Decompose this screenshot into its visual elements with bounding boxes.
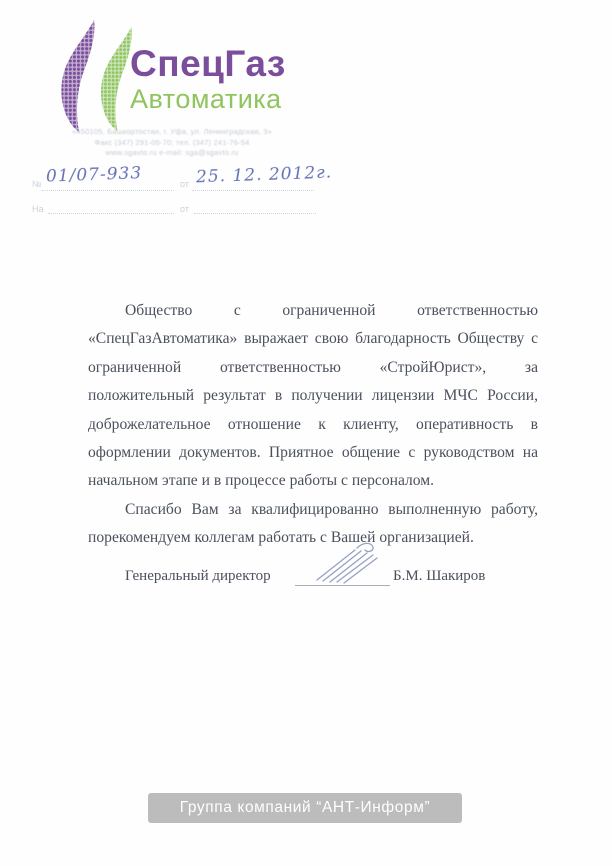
ref-date-handwritten: 25. 12. 2012г. bbox=[195, 162, 333, 188]
signer-title: Генеральный директор bbox=[125, 568, 271, 584]
reply-from-label: от bbox=[180, 204, 189, 214]
reply-reference-row bbox=[28, 200, 318, 220]
footer-banner-text: Группа компаний “АНТ-Информ” bbox=[179, 799, 431, 816]
address-line-2: Факс (347) 291-06-70; тел. (347) 241-76-54 bbox=[94, 137, 250, 147]
brand-name-line2: Автоматика bbox=[130, 84, 282, 114]
letter-body bbox=[88, 297, 538, 553]
letterhead-address-block bbox=[34, 127, 310, 159]
brand-name-line1: СпецГаз bbox=[130, 43, 286, 84]
footer-company-group-banner bbox=[148, 793, 462, 823]
ref-number-label: № bbox=[32, 179, 42, 189]
signature-scribble-icon bbox=[313, 538, 385, 584]
reply-label: На bbox=[32, 204, 44, 214]
reply-number-line bbox=[48, 213, 174, 214]
ref-from-label: от bbox=[180, 179, 189, 189]
signature-block bbox=[125, 556, 505, 606]
signature-line bbox=[295, 585, 390, 586]
ref-number-handwritten: 01/07-933 bbox=[45, 163, 143, 187]
address-line-1: «450105, Башкортостан, г. Уфа, ул. Ленинградская, 3» bbox=[72, 127, 272, 136]
address-line-3: www.sgavto.ru e-mail: sga@sgavto.ru bbox=[105, 148, 239, 157]
reply-date-line bbox=[194, 213, 316, 214]
company-logo-text bbox=[130, 44, 286, 114]
body-paragraph-2: Спасибо Вам за квалифицированно выполненную работу, порекомендуем коллегам работать с Вашей организацией. bbox=[88, 500, 538, 547]
signer-name: Б.М. Шакиров bbox=[393, 568, 486, 584]
ref-date-dotted-line bbox=[192, 190, 314, 191]
ref-number-dotted-line bbox=[42, 190, 174, 191]
body-paragraph-1: Общество с ограниченной ответственностью «СпецГазАвтоматика» выражает свою благодарность Обществу с ограниченной ответственностью «СтройЮрист», за положительный результат в получении лицензии МЧС России, доброжелательное отношение к клиенту, оперативность в оформлении документов. Приятное общение с руководством на начальном этапе и в процессе работы с персоналом. bbox=[88, 302, 538, 490]
